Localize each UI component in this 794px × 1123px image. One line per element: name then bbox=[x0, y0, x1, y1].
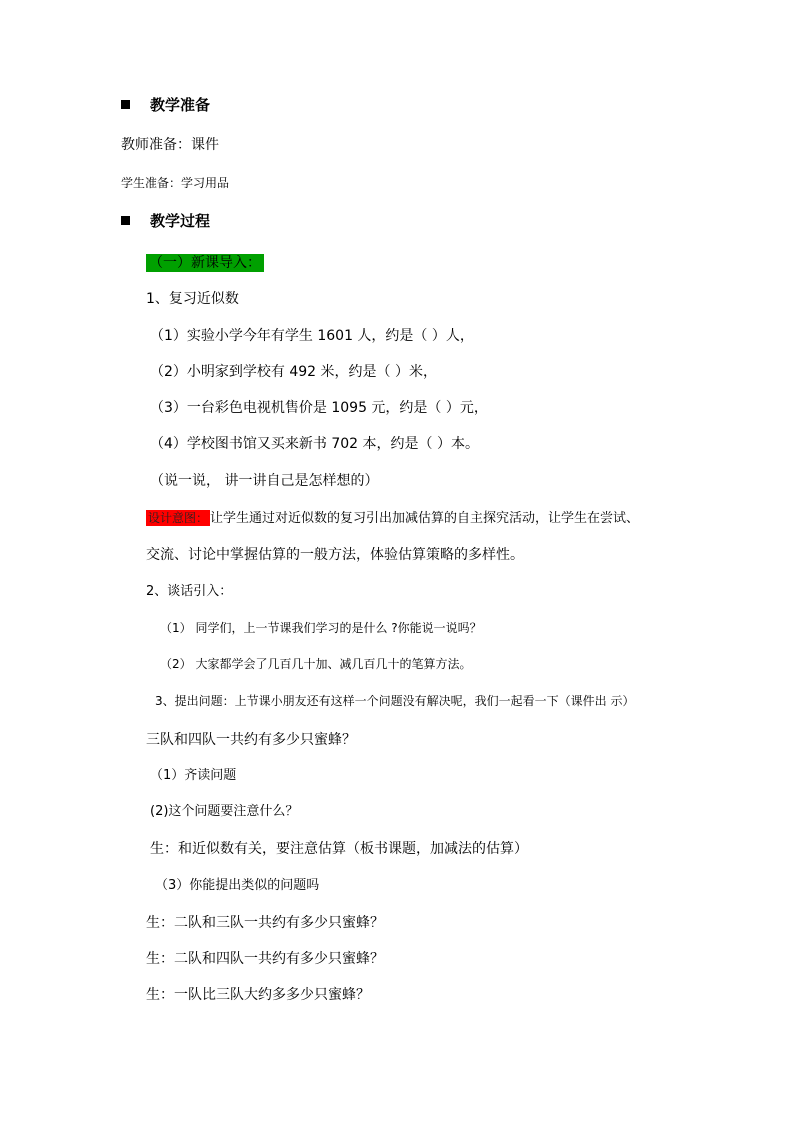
step-2: (2)这个问题要注意什么？ bbox=[150, 804, 299, 819]
talk-1: （1） 同学们，上一节课我们学习的是什么 ?你能说一说吗？ bbox=[160, 621, 482, 635]
talk-2: （2） 大家都学会了几百几十加、减几百几十的笔算方法。 bbox=[160, 657, 472, 671]
student-question-3: 生：一队比三队大约多多少只蜜蜂？ bbox=[146, 987, 370, 1003]
item2-title: 2、谈话引入： bbox=[146, 584, 233, 599]
design-intent-line bbox=[146, 512, 639, 525]
intro-label-highlight: （一）新课导入： bbox=[146, 254, 264, 272]
step-3: （3）你能提出类似的问题吗 bbox=[155, 878, 320, 893]
problem-line: 三队和四队一共约有多少只蜜蜂？ bbox=[146, 732, 356, 748]
section-heading-preparation bbox=[121, 98, 210, 113]
item1-title: 1、复习近似数 bbox=[146, 291, 239, 307]
teacher-prep-line: 教师准备：课件 bbox=[121, 137, 219, 153]
design-intent-text: 让学生通过对近似数的复习引出加减估算的自主探究活动，让学生在尝试、 bbox=[210, 511, 640, 526]
student-prep-line: 学生准备：学习用品 bbox=[121, 176, 230, 190]
intro-label-line bbox=[146, 256, 264, 270]
question-2: （2）小明家到学校有 492 米，约是（ ）米， bbox=[150, 364, 437, 380]
heading-text: 教学准备 bbox=[150, 96, 211, 114]
heading-text: 教学过程 bbox=[150, 212, 211, 230]
question-1: （1）实验小学今年有学生 1601 人，约是（ ）人， bbox=[150, 328, 474, 344]
question-4: （4）学校图书馆又买来新书 702 本，约是（ ）本。 bbox=[150, 436, 479, 452]
design-intent-text-cont: 交流、讨论中掌握估算的一般方法，体验估算策略的多样性。 bbox=[146, 547, 524, 563]
item3-title: 3、提出问题：上节课小朋友还有这样一个问题没有解决呢，我们一起看一下（课件出 示） bbox=[155, 694, 635, 708]
student-answer: 生：和近似数有关，要注意估算（板书课题，加减法的估算） bbox=[150, 841, 528, 857]
square-bullet-icon bbox=[121, 216, 130, 225]
section-heading-process bbox=[121, 214, 210, 229]
square-bullet-icon bbox=[121, 100, 130, 109]
step-1: （1）齐读问题 bbox=[150, 768, 237, 783]
question-3: （3）一台彩色电视机售价是 1095 元，约是（ ）元， bbox=[150, 400, 488, 416]
say-note: （说一说， 讲一讲自己是怎样想的） bbox=[150, 473, 379, 489]
student-question-1: 生：二队和三队一共约有多少只蜜蜂？ bbox=[146, 915, 384, 931]
design-intent-label: 设计意图： bbox=[148, 511, 209, 525]
student-question-2: 生：二队和四队一共约有多少只蜜蜂？ bbox=[146, 951, 384, 967]
